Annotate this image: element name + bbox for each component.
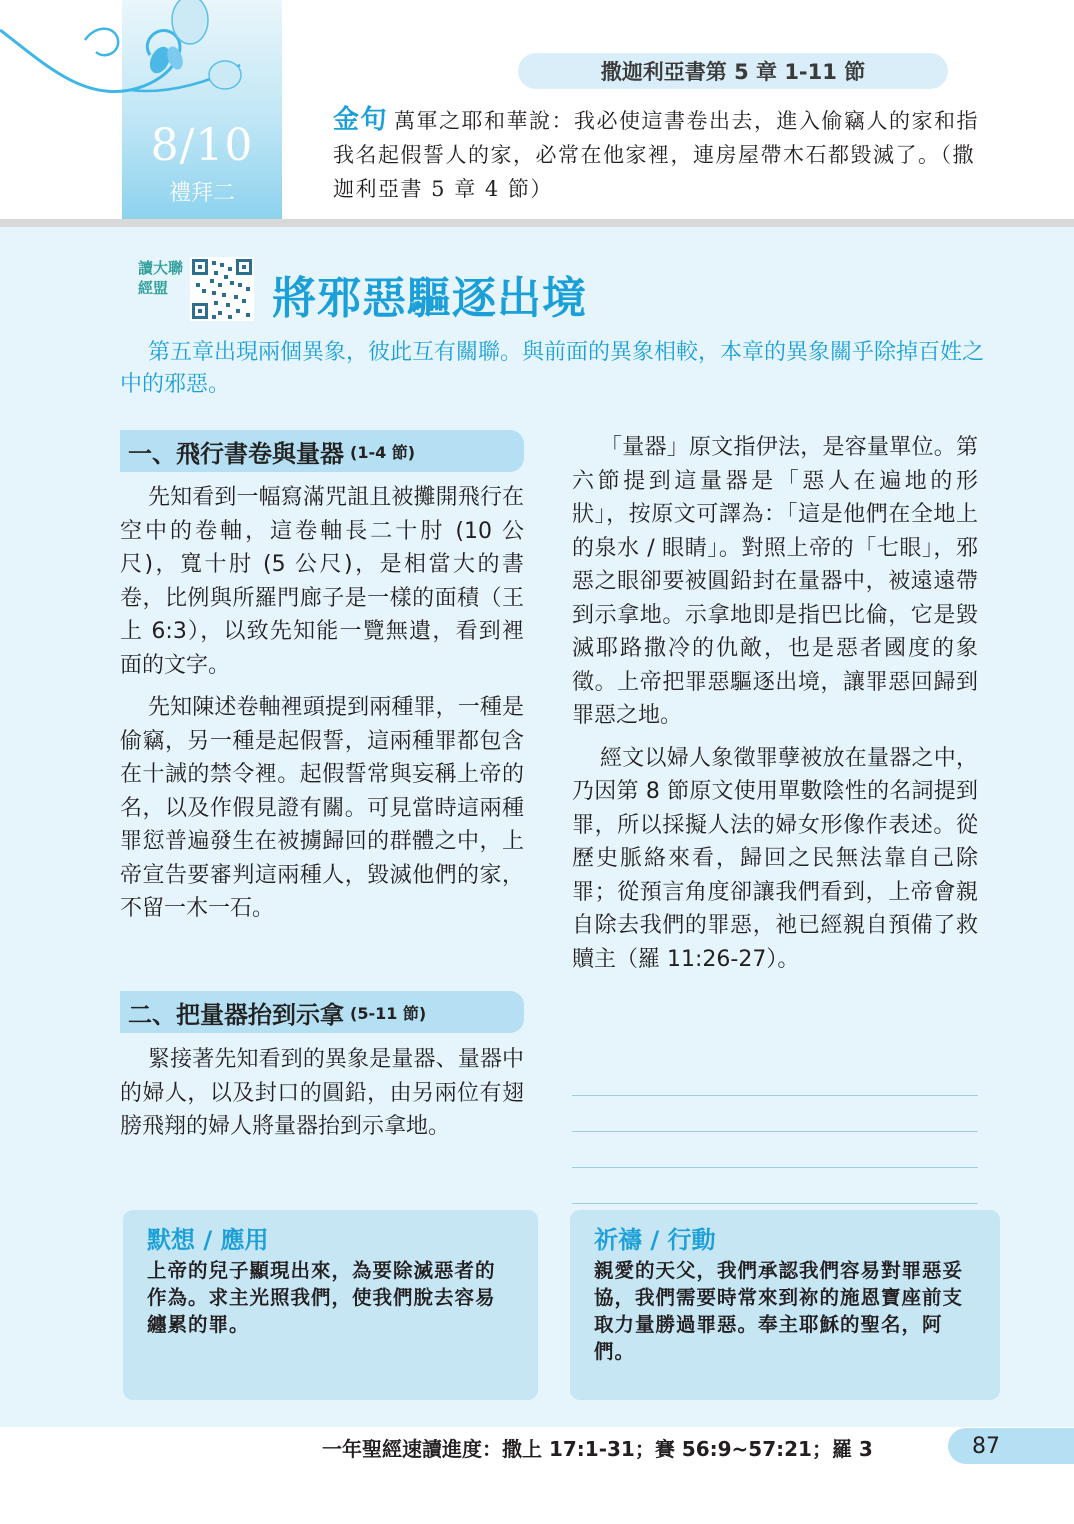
note-line <box>572 1131 978 1132</box>
meditation-title: 默想 / 應用 <box>147 1226 269 1254</box>
qr-code-icon[interactable] <box>190 257 254 321</box>
prayer-card <box>570 1210 1000 1400</box>
meditation-text: 上帝的兒子顯現出來，為要除滅惡者的作為。求主光照我們，使我們脫去容易纏累的罪。 <box>147 1259 496 1336</box>
paragraph: 先知陳述卷軸裡頭提到兩種罪，一種是偷竊，另一種是起假誓，這兩種罪都包含在十誡的禁令裡。起假誓常與妄稱上帝的名，以及作假見證有關。可見當時這兩種罪愆普遍發生在被擄歸回的群體之中，上帝宣告要審判這兩種人，毀滅他們的家，不留一木一石。 <box>120 695 524 921</box>
date: 8/10 <box>150 120 254 171</box>
golden-verse <box>333 103 983 206</box>
page-title: 將邪惡驅逐出境 <box>272 273 587 324</box>
note-line <box>572 1095 978 1096</box>
section-heading-2 <box>120 991 524 1033</box>
weekday: 禮拜二 <box>168 181 235 206</box>
paragraph: 先知看到一幅寫滿咒詛且被攤開飛行在空中的卷軸，這卷軸長二十肘 (10 公尺)，寬十肘 (5 公尺)，是相當大的書卷，比例與所羅門廊子是一樣的面積（王上 6:3），以致先知能一覽無遺，看到裡面的文字。 <box>120 485 524 678</box>
meditation-card <box>123 1210 538 1400</box>
golden-verse-text: 萬軍之耶和華說：我必使這書卷出去，進入偷竊人的家和指我名起假誓人的家，必常在他家裡，連房屋帶木石都毀滅了。（撒迦利亞書 5 章 4 節） <box>333 109 980 201</box>
paragraph: 經文以婦人象徵罪孽被放在量器之中，乃因第 8 節原文使用單數陰性的名詞提到罪，所以採擬人法的婦女形像作表述。從歷史脈絡來看，歸回之民無法靠自己除罪；從預言角度卻讓我們看到，上帝會親自除去我們的罪惡，祂已經親自預備了救贖主（羅 11:26-27）。 <box>572 745 978 972</box>
qr-label: 讀大聯經盟 <box>138 259 184 297</box>
header <box>0 0 1074 222</box>
reading-progress: 一年聖經速讀進度：撒上 17:1-31；賽 56:9~57:21；羅 3 <box>322 1436 873 1461</box>
intro-text: 第五章出現兩個異象，彼此互有關聯。與前面的異象相較，本章的異象關乎除掉百姓之中的邪惡。 <box>120 340 985 397</box>
paragraph: 「量器」原文指伊法，是容量單位。第六節提到這量器是「惡人在遍地的形狀」，按原文可譯為：「這是他們在全地上的泉水 / 眼睛」。對照上帝的「七眼」，邪惡之眼卻要被圓鉛封在量器中，被遠遠帶到示拿地。示拿地即是指巴比倫，它是毀滅耶路撒冷的仇敵，也是惡者國度的象徵。上帝把罪惡驅逐出境，讓罪惡回歸到罪惡之地。 <box>572 435 978 728</box>
note-line <box>572 1203 978 1204</box>
note-line <box>572 1167 978 1168</box>
golden-verse-label: 金句 <box>333 105 389 135</box>
prayer-text: 親愛的天父，我們承認我們容易對罪惡妥協，我們需要時常來到祢的施恩寶座前支取力量勝過罪惡。奉主耶穌的聖名，阿們。 <box>594 1259 964 1363</box>
section-1-body <box>120 481 524 935</box>
page-number: 87 <box>948 1428 1074 1464</box>
section-2-body <box>120 1043 524 1153</box>
paragraph: 緊接著先知看到的異象是量器、量器中的婦人，以及封口的圓鉛，由另兩位有翅膀飛翔的婦人將量器抬到示拿地。 <box>120 1047 524 1139</box>
header-divider <box>0 219 1074 227</box>
section-heading-2-verses: (5-11 節) <box>350 1003 427 1023</box>
section-heading-1-text: 一、飛行書卷與量器 <box>128 439 344 468</box>
right-column-body <box>572 431 978 985</box>
scripture-reference: 撒迦利亞書第 5 章 1-11 節 <box>518 53 948 89</box>
section-heading-2-text: 二、把量器抬到示拿 <box>128 1000 344 1029</box>
section-heading-1 <box>120 430 524 472</box>
prayer-title: 祈禱 / 行動 <box>594 1226 716 1254</box>
section-heading-1-verses: (1-4 節) <box>350 442 416 462</box>
floral-swirl-icon <box>0 0 290 120</box>
